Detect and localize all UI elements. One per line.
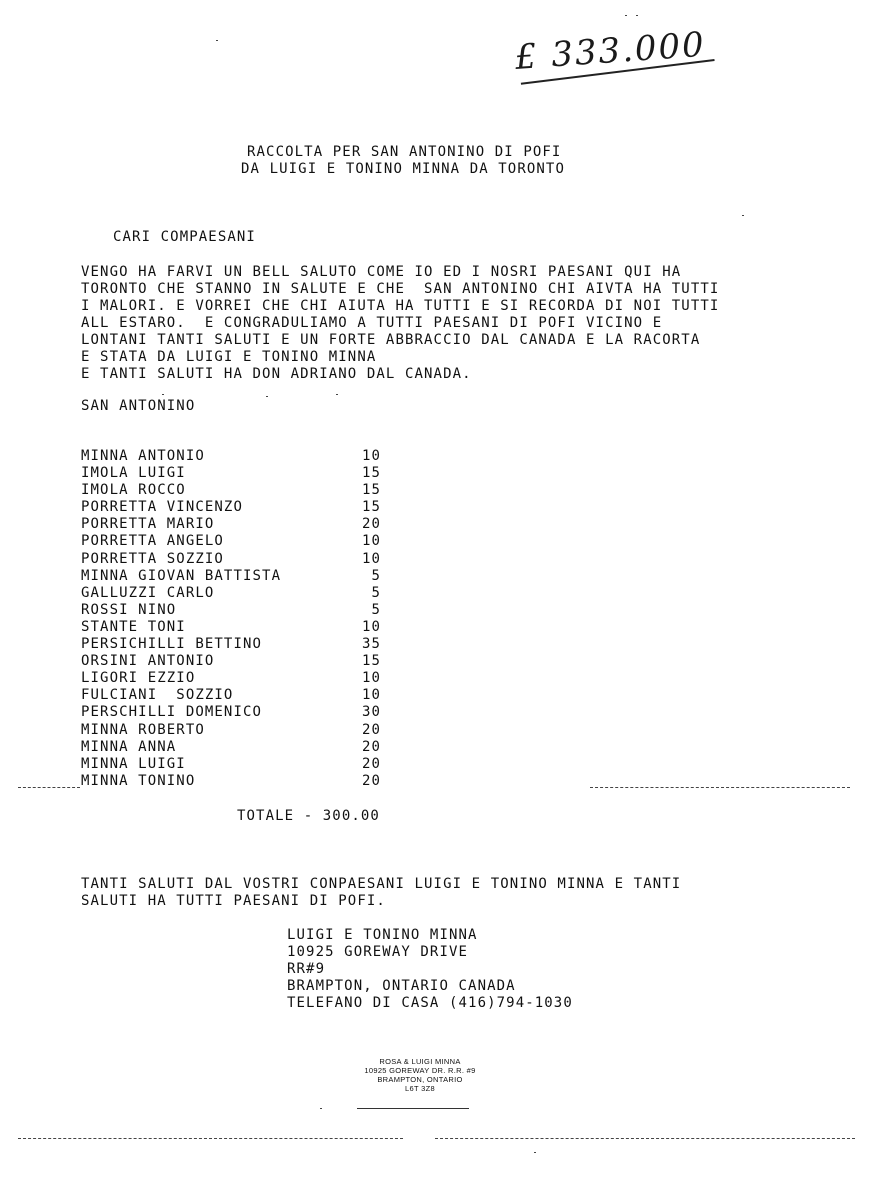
- closing-text: [81, 876, 681, 910]
- donor-name: GALLUZZI CARLO: [81, 584, 215, 601]
- scan-speck: [216, 40, 218, 41]
- donor-amount: 20: [361, 755, 381, 772]
- scan-speck: [636, 15, 638, 16]
- donor-amount: 35: [361, 636, 381, 653]
- donor-name: PORRETTA ANGELO: [81, 533, 224, 550]
- donor-name: MINNA ANTONIO: [81, 448, 205, 464]
- donor-amount: 15: [361, 482, 381, 499]
- donor-row: [81, 704, 381, 721]
- donor-name: MINNA ROBERTO: [81, 721, 205, 738]
- document-title-line-2: DA LUIGI E TONINO MINNA DA TORONTO: [241, 161, 565, 177]
- handwritten-amount-text: £ 333.000: [513, 24, 707, 78]
- donor-amount: 20: [361, 772, 381, 789]
- donor-name: LIGORI EZZIO: [81, 670, 196, 687]
- scan-speck: [162, 394, 164, 395]
- donor-amount: 15: [361, 653, 381, 670]
- address-line: TELEFANO DI CASA (416)794-1030: [287, 995, 573, 1011]
- donor-row: [81, 465, 381, 482]
- scan-dash-line: [435, 1138, 855, 1140]
- donor-name: STANTE TONI: [81, 618, 186, 635]
- address-line: LUIGI E TONINO MINNA: [287, 927, 478, 943]
- donor-row: [81, 670, 381, 687]
- closing-line: SALUTI HA TUTTI PAESANI DI POFI.: [81, 893, 386, 909]
- donor-amount: 10: [361, 670, 381, 687]
- donor-row: [81, 722, 381, 739]
- address-stamp: [340, 1057, 500, 1093]
- donor-name: ORSINI ANTONIO: [81, 653, 215, 670]
- donor-row: [81, 687, 381, 704]
- donor-row: [81, 739, 381, 756]
- scan-speck: [320, 1108, 322, 1109]
- donor-amount: 10: [361, 550, 381, 567]
- donor-amount: 20: [361, 721, 381, 738]
- donor-amount: 10: [361, 448, 381, 464]
- body-line: LONTANI TANTI SALUTI E UN FORTE ABBRACCIO DAL CANADA E LA RACORTA: [81, 332, 701, 348]
- donor-amount: 5: [371, 567, 381, 584]
- section-label: SAN ANTONINO: [81, 398, 196, 414]
- donor-name: MINNA LUIGI: [81, 755, 186, 772]
- letter-body: [81, 264, 719, 383]
- donor-amount: 15: [361, 499, 381, 516]
- scan-dash-line: [18, 787, 80, 789]
- donor-row: [81, 773, 381, 790]
- greeting: CARI COMPAESANI: [113, 229, 256, 245]
- stamp-line: L6T 3Z8: [405, 1084, 435, 1093]
- address-line: 10925 GOREWAY DRIVE: [287, 944, 469, 960]
- donor-name: PERSICHILLI BETTINO: [81, 636, 263, 653]
- donor-name: IMOLA ROCCO: [81, 482, 186, 499]
- donor-name: MINNA ANNA: [81, 738, 177, 755]
- donor-row: [81, 499, 381, 516]
- scan-dash-line: [590, 787, 850, 789]
- scan-speck: [266, 396, 268, 397]
- body-line: E TANTI SALUTI HA DON ADRIANO DAL CANADA.: [81, 366, 472, 382]
- donor-row: [81, 619, 381, 636]
- scan-speck: [742, 215, 744, 216]
- stamp-line: BRAMPTON, ONTARIO: [377, 1075, 463, 1084]
- body-line: I MALORI. E VORREI CHE CHI AIUTA HA TUTTI E SI RECORDA DI NOI TUTTI: [81, 298, 720, 314]
- donor-name: PORRETTA VINCENZO: [81, 499, 243, 516]
- stamp-line: ROSA & LUIGI MINNA: [379, 1057, 461, 1066]
- scan-speck: [534, 1152, 536, 1153]
- scan-speck: [625, 15, 627, 16]
- donor-list: [81, 448, 381, 790]
- body-line: TORONTO CHE STANNO IN SALUTE E CHE SAN ANTONINO CHI AIVTA HA TUTTI: [81, 281, 720, 297]
- stamp-line: 10925 GOREWAY DR. R.R. #9: [364, 1066, 476, 1075]
- sender-address: [287, 927, 573, 1012]
- donor-row: [81, 756, 381, 773]
- donor-row: [81, 482, 381, 499]
- donor-amount: 5: [371, 601, 381, 618]
- donor-name: PORRETTA MARIO: [81, 516, 215, 533]
- donor-amount: 15: [361, 465, 381, 482]
- donor-amount: 10: [361, 533, 381, 550]
- donor-row: [81, 585, 381, 602]
- scan-dash-line: [18, 1138, 403, 1140]
- donor-row: [81, 516, 381, 533]
- address-line: RR#9: [287, 961, 326, 977]
- donor-amount: 20: [361, 516, 381, 533]
- donor-name: MINNA GIOVAN BATTISTA: [81, 567, 282, 584]
- donor-amount: 10: [361, 618, 381, 635]
- handwritten-amount: [514, 25, 707, 78]
- donor-name: PORRETTA SOZZIO: [81, 550, 224, 567]
- body-line: E STATA DA LUIGI E TONINO MINNA: [81, 349, 377, 365]
- stamp-rule: [357, 1108, 469, 1109]
- address-line: BRAMPTON, ONTARIO CANADA: [287, 978, 516, 994]
- donor-name: IMOLA LUIGI: [81, 465, 186, 482]
- donor-row: [81, 568, 381, 585]
- donor-amount: 30: [361, 704, 381, 721]
- donor-row: [81, 551, 381, 568]
- donor-name: ROSSI NINO: [81, 601, 177, 618]
- donor-amount: 5: [371, 584, 381, 601]
- donor-amount: 20: [361, 738, 381, 755]
- total-amount: TOTALE - 300.00: [237, 808, 380, 824]
- closing-line: TANTI SALUTI DAL VOSTRI CONPAESANI LUIGI E TONINO MINNA E TANTI: [81, 876, 682, 892]
- donor-row: [81, 653, 381, 670]
- body-line: VENGO HA FARVI UN BELL SALUTO COME IO ED I NOSRI PAESANI QUI HA: [81, 264, 682, 280]
- donor-row: [81, 448, 381, 465]
- donor-name: FULCIANI SOZZIO: [81, 687, 234, 704]
- donor-row: [81, 636, 381, 653]
- donor-name: MINNA TONINO: [81, 772, 196, 789]
- scan-speck: [336, 394, 338, 395]
- donor-row: [81, 602, 381, 619]
- donor-amount: 10: [361, 687, 381, 704]
- donor-name: PERSCHILLI DOMENICO: [81, 704, 263, 721]
- body-line: ALL ESTARO. E CONGRADULIAMO A TUTTI PAESANI DI POFI VICINO E: [81, 315, 663, 331]
- donor-row: [81, 533, 381, 550]
- document-title-line-1: RACCOLTA PER SAN ANTONINO DI POFI: [247, 144, 562, 160]
